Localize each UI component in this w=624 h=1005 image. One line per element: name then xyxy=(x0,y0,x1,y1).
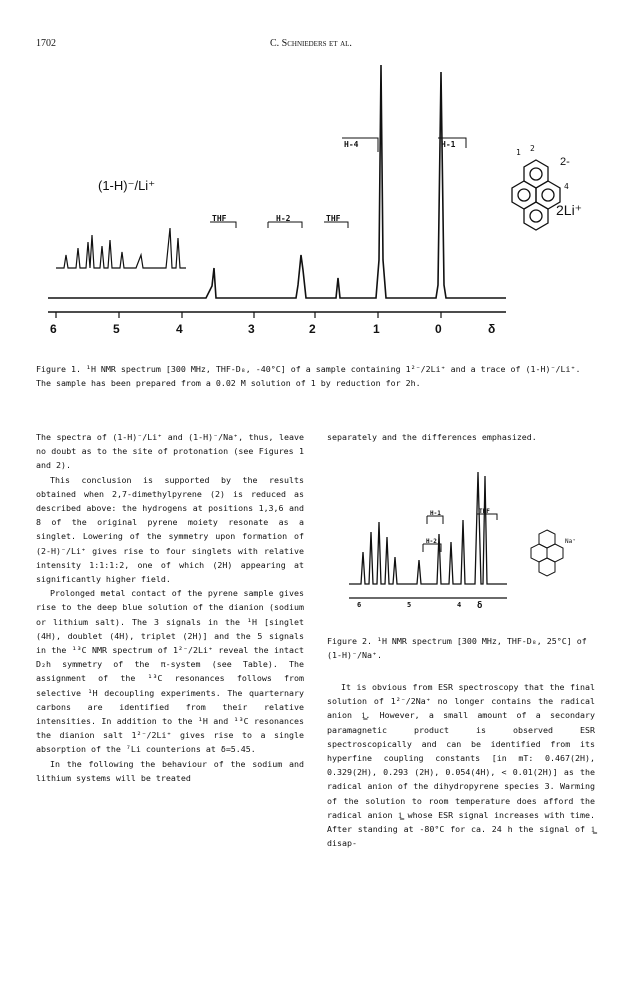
tick-label-5: 5 xyxy=(113,322,120,336)
fig2-bracket-h1 xyxy=(427,516,443,524)
inset-multiplets xyxy=(56,228,186,268)
fig2-tick-4: 4 xyxy=(457,601,462,609)
fig2-counterion: Na⁺ xyxy=(565,538,576,545)
tick-label-4: 4 xyxy=(176,322,183,336)
peak-label-thf-1: THF xyxy=(212,214,227,223)
running-header-authors: C. Schnieders et al. xyxy=(270,38,352,49)
peak-label-h4: H-4 xyxy=(344,140,359,149)
fig2-tick-delta: δ xyxy=(477,601,483,611)
left-paragraph-2: This conclusion is supported by the results obtained when 2,7-dimethylpyrene (2) is reduced as described above: the hydrogens at positions 1,3,6 and 8 of the original pyrene moiety resonate as a singlet. Lowering of the symmetry upon formation of (2-H)⁻/Li⁺ gives rise to four singlets with relative intensity 1:1:1:2, one of which (2H) appearing at significantly higher field. xyxy=(36,474,304,585)
page-number: 1702 xyxy=(36,38,56,49)
left-paragraph-1: The spectra of (1-H)⁻/Li⁺ and (1-H)⁻/Na⁺, thus, leave no doubt as to the site of protonation (see Figures 1 and 2). xyxy=(36,432,304,471)
tick-label-6: 6 xyxy=(50,322,57,336)
right-paragraph-1: It is obvious from ESR spectroscopy that the final solution of 1²⁻/2Na⁺ no longer contains the radical anion 1͇. However, a small amount of a secondary paramagnetic product is observed ESR spectroscopically and can be identified from its hyperfine coupling constants [in mT: 0.467(2H), 0.329(2H), 0.293 (2H), 0.054(4H), < 0.01(2H)] as the radical anion of the dihydropyrene species 3. Warming of the solution to room temperature does afford the radical anion 1͇ whose ESR signal increases with time. After standing at -80°C for ca. 24 h the signal of 1͇ disap- xyxy=(327,682,595,849)
inset-species-label: (1-H)⁻/Li⁺ xyxy=(98,178,156,193)
figure-1-caption: Figure 1. ¹H NMR spectrum [300 MHz, THF-D₈, -40°C] of a sample containing 1²⁻/2Li⁺ and a trace of (1-H)⁻/Li⁺. The sample has been prepared from a 0.02 M solution of 1 by reduction for 2h. xyxy=(36,364,581,389)
peak-label-h2: H-2 xyxy=(276,214,291,223)
peak-label-h1: H-1 xyxy=(441,140,456,149)
tick-label-delta: δ xyxy=(488,322,496,336)
struct-label-4: 4 xyxy=(564,182,569,191)
fig2-label-h2: H-2 xyxy=(426,538,437,545)
figure-1-spectrum xyxy=(36,60,606,345)
fig2-label-h1: H-1 xyxy=(430,510,441,517)
pyrene-structure xyxy=(512,160,560,230)
struct-counterion: 2Li⁺ xyxy=(556,202,583,218)
tick-label-0: 0 xyxy=(435,322,442,336)
tick-label-2: 2 xyxy=(309,322,316,336)
figure-2-spectrum xyxy=(327,462,595,622)
struct-label-1: 1 xyxy=(516,148,521,157)
right-column-top: separately and the differences emphasized. xyxy=(327,432,537,442)
fig2-label-thf: THF xyxy=(479,508,490,515)
fig2-trace xyxy=(349,472,507,584)
fig2-pyrene-structure xyxy=(531,530,563,576)
left-paragraph-3: Prolonged metal contact of the pyrene sample gives rise to the deep blue solution of the dianion (sodium or lithium salt). The 3 signals in the ¹H [singlet (4H), doublet (4H), triplet (2H)] and the 5 signals in the ¹³C NMR spectrum of 1²⁻/2Li⁺ reveal the intact D₂h symmetry of the π-system (see Table). The assignment of the ¹³C resonances follows from selective ¹H decoupling experiments. The quarternary carbons are identified from their relative intensities. In addition to the ¹H and ¹³C resonances the dianion salt 1²⁻/2Li⁺ gives rise to a single absorption of the ⁷Li counterions at δ=5.45. xyxy=(36,588,304,755)
fig2-tick-5: 5 xyxy=(407,601,412,609)
struct-label-2: 2 xyxy=(530,144,535,153)
right-column-body xyxy=(327,680,595,850)
tick-label-3: 3 xyxy=(248,322,255,336)
peak-label-thf-2: THF xyxy=(326,214,341,223)
figure-2-caption: Figure 2. ¹H NMR spectrum [300 MHz, THF-D₈, 25°C] of (1-H)⁻/Na⁺. xyxy=(327,636,587,661)
figure-2 xyxy=(327,462,595,622)
struct-charge: 2- xyxy=(560,156,570,168)
left-paragraph-4: In the following the behaviour of the sodium and lithium systems will be treated xyxy=(36,758,304,783)
left-column xyxy=(36,430,304,785)
x-axis-ticks xyxy=(56,312,441,318)
fig2-tick-6: 6 xyxy=(357,601,362,609)
tick-label-1: 1 xyxy=(373,322,380,336)
figure-1 xyxy=(36,60,606,345)
